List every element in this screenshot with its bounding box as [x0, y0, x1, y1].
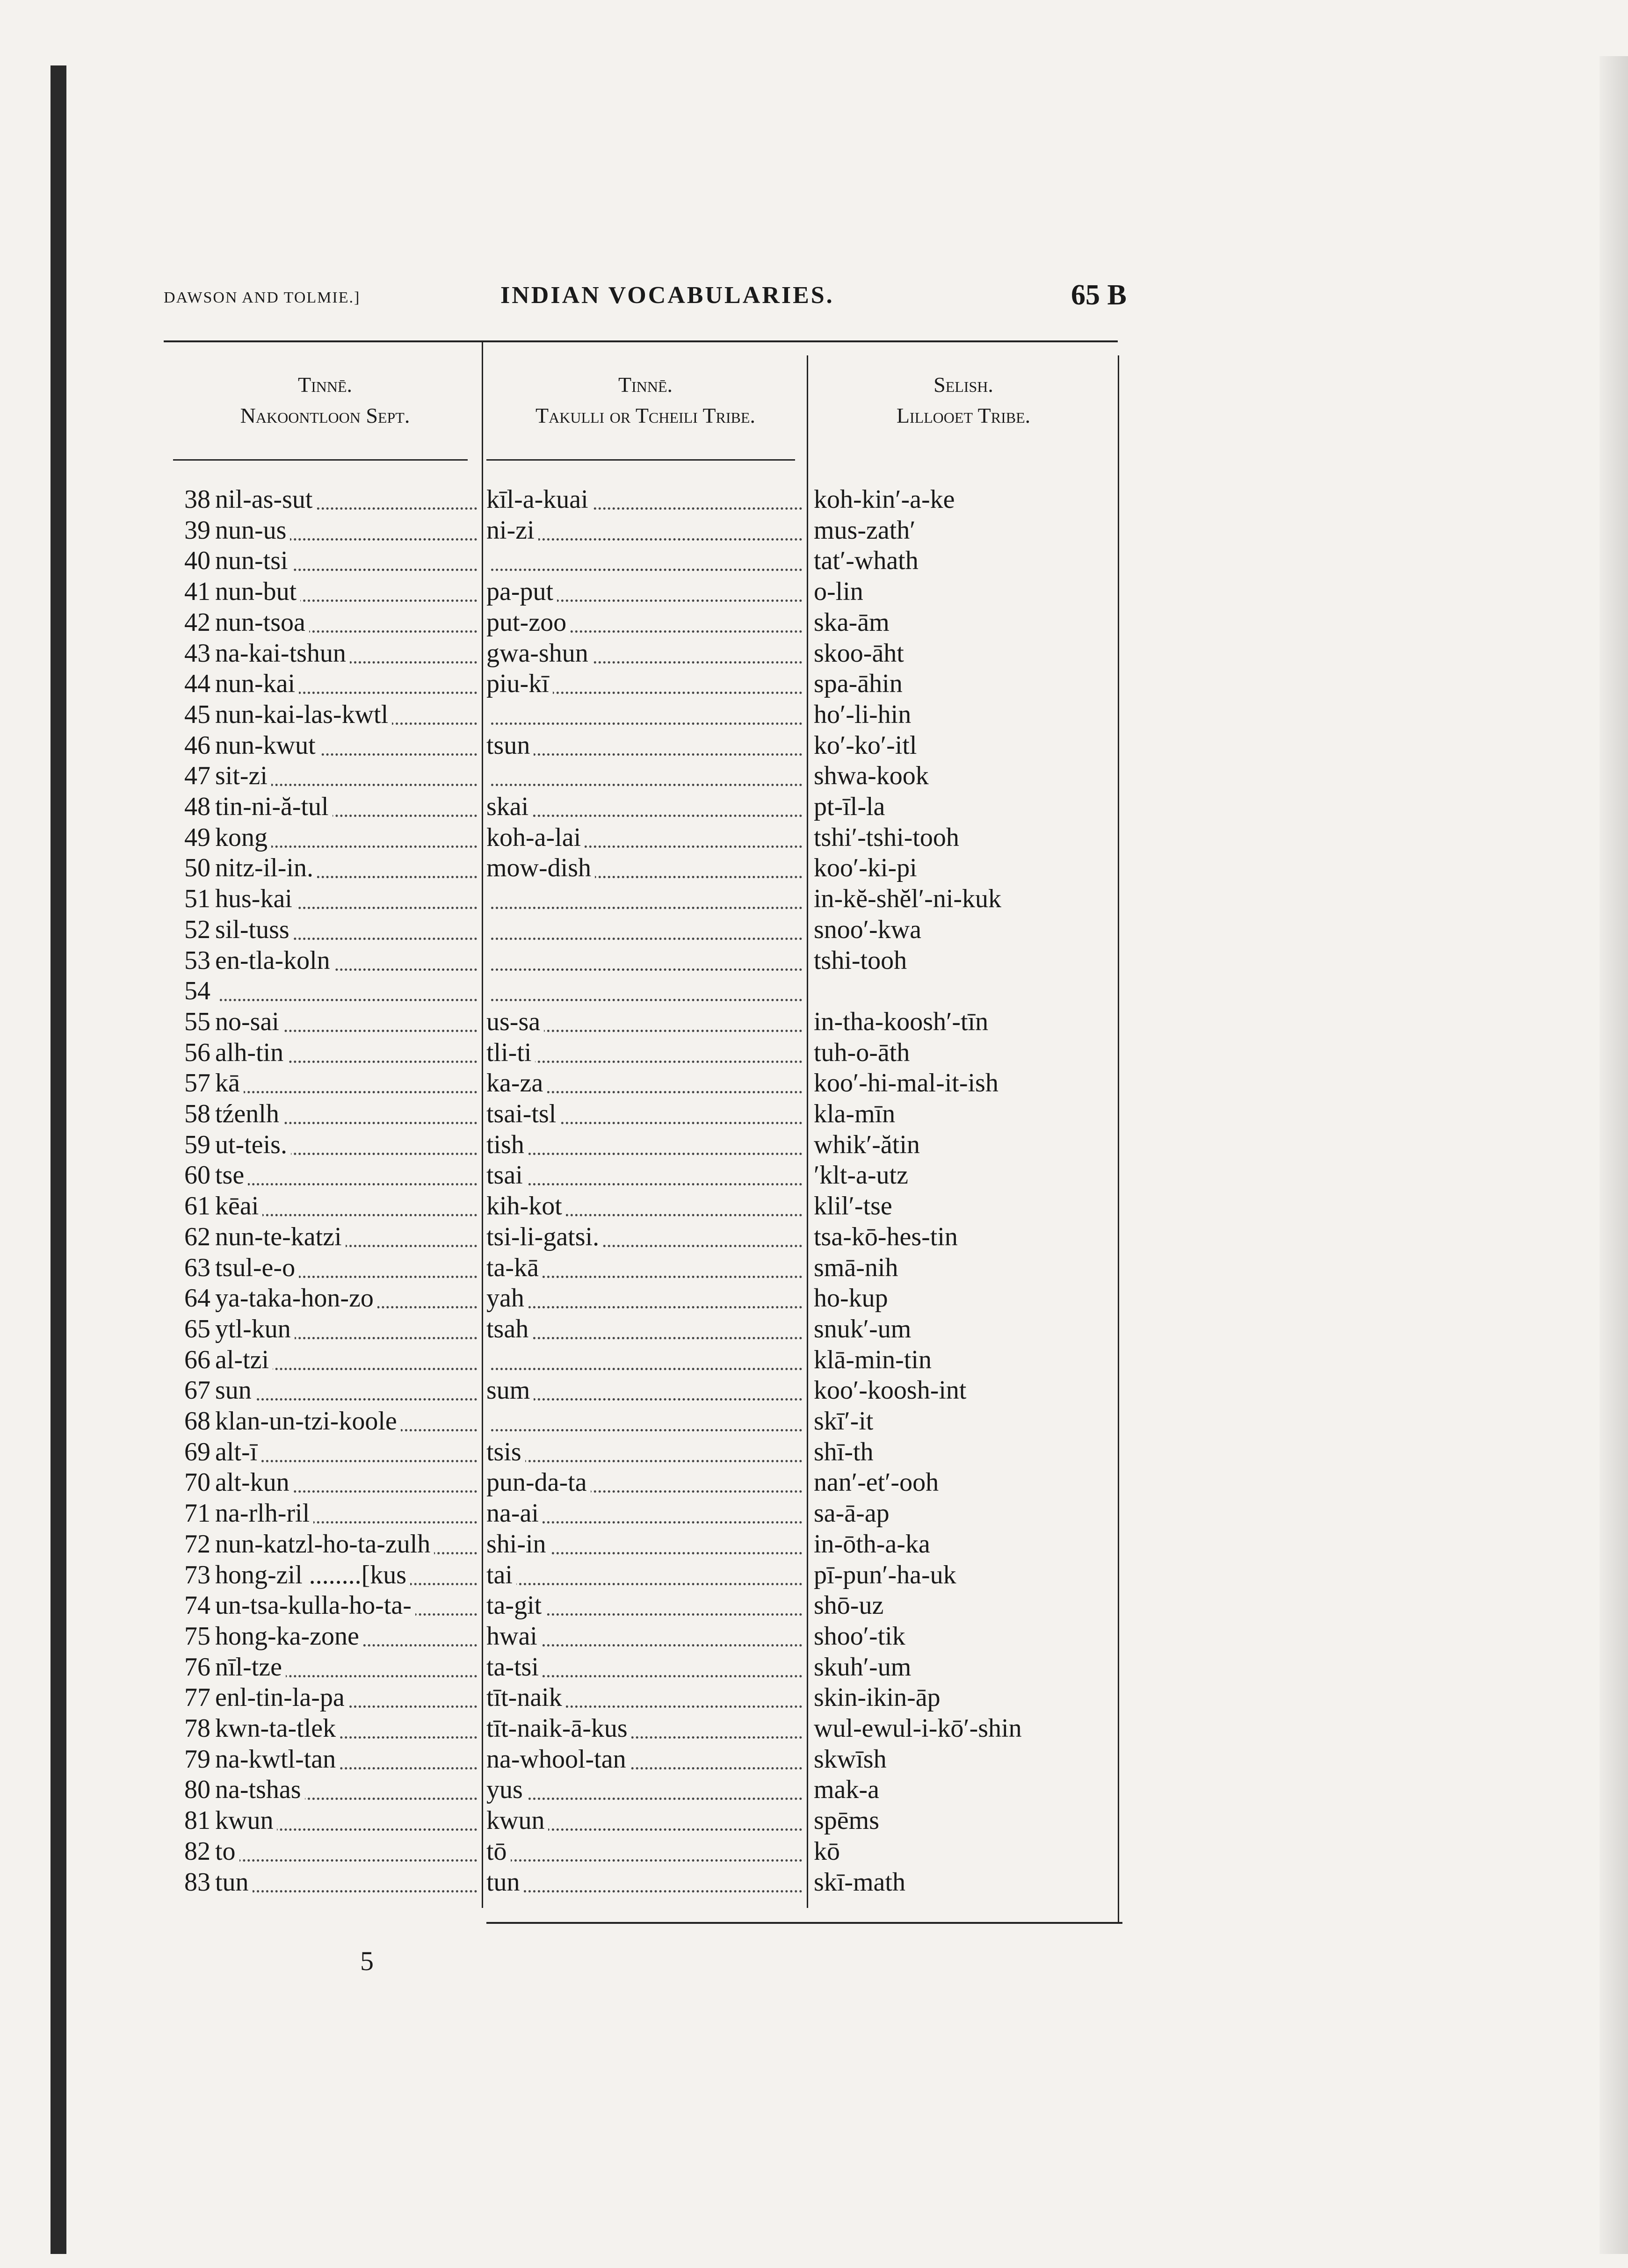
takulli-word — [486, 1375, 804, 1406]
table-row — [164, 1744, 1127, 1775]
running-head-title: INDIAN VOCABULARIES. — [500, 282, 834, 309]
table-row — [164, 1713, 1127, 1744]
takulli-word-text: tsi-li-gatsi. — [486, 1222, 603, 1251]
takulli-word — [486, 975, 804, 1006]
running-head — [164, 279, 1136, 316]
takulli-word-text: tsun — [486, 731, 534, 760]
takulli-word — [486, 1129, 804, 1160]
table-row — [164, 852, 1127, 883]
takulli-word — [486, 1682, 804, 1713]
lillooet-word: wul-ewul-i-kō′-shin — [814, 1714, 1022, 1743]
table-row — [164, 945, 1127, 976]
lillooet-word: o-lin — [814, 577, 863, 607]
takulli-word-text: ta-git — [486, 1591, 545, 1620]
row-number: 53 — [184, 946, 210, 975]
nakoontloon-word-text: alt-kun — [215, 1468, 293, 1497]
row-number: 40 — [184, 546, 210, 576]
takulli-word-text: pun-da-ta — [486, 1468, 591, 1497]
takulli-word-text — [486, 700, 490, 729]
lillooet-word: ko′-ko′-itl — [814, 730, 917, 760]
nakoontloon-word-text: nun-kai — [215, 669, 299, 698]
takulli-word — [486, 1314, 804, 1344]
takulli-word-text: hwai — [486, 1622, 541, 1651]
row-number: 50 — [184, 853, 210, 883]
row-number: 83 — [184, 1867, 210, 1897]
row-number: 71 — [184, 1499, 210, 1528]
takulli-word-text: na-whool-tan — [486, 1745, 630, 1774]
row-number: 76 — [184, 1652, 210, 1682]
column-header-line2: Nakoontloon Sept. — [240, 404, 410, 427]
takulli-word-text: piu-kī — [486, 669, 553, 698]
row-number: 56 — [184, 1038, 210, 1067]
row-number: 79 — [184, 1744, 210, 1774]
lillooet-word: skuh′-um — [814, 1652, 912, 1682]
takulli-word-text: tish — [486, 1130, 528, 1159]
row-number: 46 — [184, 730, 210, 760]
takulli-word — [486, 1006, 804, 1037]
takulli-word-text — [486, 915, 490, 944]
takulli-word — [486, 1252, 804, 1283]
takulli-word-text: ni-zi — [486, 516, 538, 545]
nakoontloon-word-text: tun — [215, 1868, 253, 1897]
row-number: 68 — [184, 1407, 210, 1436]
table-row — [164, 730, 1127, 761]
nakoontloon-word-text: al-tzi — [215, 1345, 273, 1374]
takulli-word-text: na-ai — [486, 1499, 543, 1528]
nakoontloon-word-text: nun-te-katzi — [215, 1222, 346, 1251]
nakoontloon-word-text: hong-zil ........[kus — [215, 1560, 410, 1589]
nakoontloon-word-text: sit-zi — [215, 761, 271, 790]
nakoontloon-word-text: tse — [215, 1161, 248, 1190]
row-number: 81 — [184, 1806, 210, 1835]
table-row — [164, 1129, 1127, 1160]
takulli-word-text: tīt-naik — [486, 1683, 566, 1712]
row-number: 42 — [184, 607, 210, 637]
nakoontloon-word-text: tsul-e-o — [215, 1253, 299, 1282]
row-number: 65 — [184, 1314, 210, 1343]
takulli-word-text: tsis — [486, 1437, 525, 1466]
lillooet-word: nan′-et′-ooh — [814, 1468, 939, 1497]
row-number: 70 — [184, 1468, 210, 1497]
takulli-word — [486, 699, 804, 730]
takulli-word — [486, 1160, 804, 1191]
table-row — [164, 668, 1127, 699]
row-number: 54 — [184, 976, 210, 1006]
column-header-line1: Selish. — [933, 373, 993, 397]
takulli-word-text: tai — [486, 1560, 516, 1589]
lillooet-word: mak-a — [814, 1775, 879, 1805]
takulli-word-text: gwa-shun — [486, 639, 592, 668]
row-number: 66 — [184, 1345, 210, 1374]
nakoontloon-word-text: enl-tin-la-pa — [215, 1683, 348, 1712]
takulli-word — [486, 1774, 804, 1805]
nakoontloon-word-text: kā — [215, 1069, 244, 1098]
row-number: 78 — [184, 1714, 210, 1743]
table-row — [164, 822, 1127, 853]
lillooet-word: shwa-kook — [814, 761, 929, 791]
lillooet-word: in-kĕ-shĕl′-ni-kuk — [814, 884, 1002, 914]
takulli-word — [486, 1805, 804, 1836]
row-number: 55 — [184, 1007, 210, 1036]
takulli-word-text: tīt-naik-ā-kus — [486, 1714, 631, 1743]
takulli-word — [486, 1560, 804, 1590]
lillooet-word: in-ōth-a-ka — [814, 1529, 930, 1559]
takulli-word-text — [486, 946, 490, 975]
lillooet-word: in-tha-koosh′-tīn — [814, 1007, 989, 1036]
takulli-word-text: skai — [486, 792, 532, 821]
table-row — [164, 699, 1127, 730]
nakoontloon-word-text: na-kai-tshun — [215, 639, 350, 668]
takulli-word-text: ta-kā — [486, 1253, 543, 1282]
takulli-word — [486, 1437, 804, 1467]
table-row — [164, 1467, 1127, 1498]
takulli-word-text — [486, 761, 490, 790]
column-header-lillooet — [809, 369, 1118, 431]
nakoontloon-word-text: klan-un-tzi-koole — [215, 1407, 401, 1436]
header-underline-1 — [173, 459, 468, 461]
takulli-word — [486, 515, 804, 546]
lillooet-word: ho-kup — [814, 1284, 888, 1313]
row-number: 67 — [184, 1376, 210, 1405]
nakoontloon-word-text: na-tshas — [215, 1775, 305, 1804]
page-number: 65 B — [1071, 279, 1127, 311]
row-number: 44 — [184, 669, 210, 699]
takulli-word-text: yus — [486, 1775, 527, 1804]
takulli-word-text: kwun — [486, 1806, 548, 1835]
table-row — [164, 975, 1127, 1006]
row-number: 73 — [184, 1560, 210, 1589]
row-number: 48 — [184, 792, 210, 821]
table-row — [164, 1805, 1127, 1836]
row-number: 74 — [184, 1591, 210, 1620]
takulli-word — [486, 1590, 804, 1621]
table-row — [164, 1560, 1127, 1590]
takulli-word-text — [486, 546, 490, 575]
row-number: 61 — [184, 1192, 210, 1221]
row-number: 82 — [184, 1836, 210, 1866]
takulli-word — [486, 1744, 804, 1775]
takulli-word — [486, 945, 804, 976]
takulli-word-text: shi-in — [486, 1530, 550, 1559]
takulli-word — [486, 1529, 804, 1560]
lillooet-word: pī-pun′-ha-uk — [814, 1560, 956, 1589]
nakoontloon-word-text: tin-ni-ă-tul — [215, 792, 333, 821]
table-row — [164, 760, 1127, 791]
table-row — [164, 914, 1127, 945]
row-number: 75 — [184, 1621, 210, 1651]
lillooet-word: shī-th — [814, 1437, 874, 1466]
takulli-word-text: tsai — [486, 1161, 527, 1190]
takulli-word — [486, 791, 804, 822]
table-row — [164, 484, 1127, 515]
lillooet-word: spēms — [814, 1806, 879, 1835]
table-row — [164, 1314, 1127, 1344]
lillooet-word: mus-zath′ — [814, 515, 916, 545]
lillooet-word: ska-ām — [814, 607, 890, 637]
takulli-word-text: pa-put — [486, 577, 557, 606]
takulli-word — [486, 1836, 804, 1867]
nakoontloon-word-text: nil-as-sut — [215, 485, 316, 514]
table-row — [164, 1774, 1127, 1805]
column-header-takulli — [484, 369, 807, 431]
nakoontloon-word-text: na-kwtl-tan — [215, 1745, 340, 1774]
lillooet-word: tat′-whath — [814, 546, 919, 576]
table-row — [164, 1283, 1127, 1314]
table-row — [164, 1068, 1127, 1098]
takulli-word-text: koh-a-lai — [486, 823, 585, 852]
lillooet-word: skoo-āht — [814, 638, 904, 668]
nakoontloon-word-text: kong — [215, 823, 271, 852]
takulli-word-text: put-zoo — [486, 608, 570, 637]
table-row — [164, 576, 1127, 607]
nakoontloon-word-text: hus-kai — [215, 884, 296, 913]
lillooet-word: spa-āhin — [814, 669, 903, 699]
lillooet-word: koo′-ki-pi — [814, 853, 917, 883]
nakoontloon-word-text: to — [215, 1837, 239, 1866]
takulli-word — [486, 1467, 804, 1498]
column-header-line1: Tinnē. — [618, 373, 673, 397]
row-number: 45 — [184, 700, 210, 729]
row-number: 41 — [184, 577, 210, 607]
nakoontloon-word-text — [215, 976, 219, 1005]
table-row — [164, 1867, 1127, 1898]
column-header-line1: Tinnē. — [297, 373, 353, 397]
nakoontloon-word-text: ut-teis. — [215, 1130, 291, 1159]
nakoontloon-word-text: ytl-kun — [215, 1315, 295, 1343]
nakoontloon-word-text: ya-taka-hon-zo — [215, 1284, 377, 1313]
takulli-word — [486, 1068, 804, 1098]
table-row — [164, 1437, 1127, 1467]
table-row — [164, 638, 1127, 669]
nakoontloon-word-text: nun-katzl-ho-ta-zulh — [215, 1530, 434, 1559]
table-row — [164, 1529, 1127, 1560]
lillooet-word: ′klt-a-utz — [814, 1161, 908, 1190]
lillooet-word: shō-uz — [814, 1591, 884, 1620]
row-number: 58 — [184, 1099, 210, 1128]
table-row — [164, 545, 1127, 576]
takulli-word-text: ta-tsi — [486, 1653, 543, 1682]
nakoontloon-word-text: kwun — [215, 1806, 277, 1835]
takulli-word — [486, 822, 804, 853]
row-number: 43 — [184, 638, 210, 668]
takulli-word — [486, 1406, 804, 1437]
nakoontloon-word-text: kēai — [215, 1192, 262, 1221]
table-row — [164, 515, 1127, 546]
table-row — [164, 1221, 1127, 1252]
lillooet-word: skwīsh — [814, 1744, 887, 1774]
takulli-word — [486, 638, 804, 669]
table-row — [164, 1375, 1127, 1406]
takulli-word-text: mow-dish — [486, 853, 595, 882]
takulli-word-text: us-sa — [486, 1007, 544, 1036]
nakoontloon-word-text: hong-ka-zone — [215, 1622, 363, 1651]
takulli-word — [486, 1037, 804, 1068]
takulli-word — [486, 1344, 804, 1375]
row-number: 59 — [184, 1130, 210, 1159]
takulli-word — [486, 914, 804, 945]
table-row — [164, 1652, 1127, 1683]
nakoontloon-word-text: nun-but — [215, 577, 300, 606]
takulli-word-text: ka-za — [486, 1069, 547, 1098]
table-row — [164, 1006, 1127, 1037]
takulli-word-text — [486, 884, 490, 913]
lillooet-word: kō — [814, 1836, 840, 1866]
takulli-word-text: tun — [486, 1868, 524, 1897]
lillooet-word: klil′-tse — [814, 1192, 892, 1221]
table-row — [164, 883, 1127, 914]
table-row — [164, 607, 1127, 638]
table-row — [164, 1682, 1127, 1713]
row-number: 52 — [184, 915, 210, 944]
row-number: 64 — [184, 1284, 210, 1313]
takulli-word — [486, 1621, 804, 1652]
takulli-word-text: kih-kot — [486, 1192, 566, 1221]
nakoontloon-word-text: nun-tsoa — [215, 608, 309, 637]
table-row — [164, 1498, 1127, 1529]
nakoontloon-word-text: nīl-tze — [215, 1653, 286, 1682]
table-row — [164, 1191, 1127, 1221]
takulli-word-text: kīl-a-kuai — [486, 485, 592, 514]
takulli-word — [486, 1191, 804, 1221]
lillooet-word: koo′-koosh-int — [814, 1376, 967, 1405]
column-header-line2: Lillooet Tribe. — [896, 404, 1031, 427]
table-row — [164, 1160, 1127, 1191]
takulli-word — [486, 607, 804, 638]
takulli-word — [486, 668, 804, 699]
takulli-word — [486, 1867, 804, 1898]
lillooet-word: snuk′-um — [814, 1314, 912, 1343]
takulli-word-text: tli-ti — [486, 1038, 535, 1067]
column-header-nakoontloon — [178, 369, 472, 431]
takulli-word — [486, 484, 804, 515]
row-number: 49 — [184, 823, 210, 852]
takulli-word — [486, 545, 804, 576]
takulli-word-text — [486, 1407, 490, 1436]
lillooet-word: smā-nih — [814, 1253, 898, 1282]
row-number: 51 — [184, 884, 210, 914]
table-bottom-rule — [486, 1922, 1122, 1924]
header-top-rule — [164, 340, 1118, 342]
takulli-word — [486, 1283, 804, 1314]
takulli-word-text: tō — [486, 1837, 511, 1866]
table-row — [164, 1590, 1127, 1621]
row-number: 63 — [184, 1253, 210, 1282]
row-number: 47 — [184, 761, 210, 791]
table-row — [164, 1406, 1127, 1437]
nakoontloon-word-text: nun-tsi — [215, 546, 292, 575]
row-number: 77 — [184, 1683, 210, 1712]
page-edge-shadow — [1599, 56, 1628, 2254]
takulli-word-text: yah — [486, 1284, 528, 1313]
takulli-word-text — [486, 976, 490, 1005]
takulli-word-text: tsah — [486, 1315, 532, 1343]
table-row — [164, 1098, 1127, 1129]
lillooet-word: ho′-li-hin — [814, 700, 912, 729]
table-row — [164, 1252, 1127, 1283]
row-number: 57 — [184, 1069, 210, 1098]
header-underline-2 — [486, 459, 795, 461]
book-binding-edge — [51, 65, 66, 2254]
lillooet-word: snoo′-kwa — [814, 915, 921, 944]
nakoontloon-word-text: na-rlh-ril — [215, 1499, 313, 1528]
lillooet-word: shoo′-tik — [814, 1621, 905, 1651]
takulli-word — [486, 1498, 804, 1529]
signature-mark: 5 — [360, 1946, 374, 1976]
lillooet-word: koh-kin′-a-ke — [814, 485, 955, 514]
takulli-word — [486, 1221, 804, 1252]
row-number: 72 — [184, 1529, 210, 1559]
takulli-word-text: tsai-tsl — [486, 1099, 560, 1128]
nakoontloon-word-text: alh-tin — [215, 1038, 287, 1067]
table-row — [164, 1621, 1127, 1652]
nakoontloon-word-text: en-tla-koln — [215, 946, 334, 975]
table-row — [164, 791, 1127, 822]
row-number: 62 — [184, 1222, 210, 1251]
lillooet-word: tshi-tooh — [814, 946, 907, 975]
takulli-word — [486, 576, 804, 607]
running-head-authors: DAWSON AND TOLMIE.] — [164, 289, 361, 306]
lillooet-word: pt-īl-la — [814, 792, 885, 821]
takulli-word — [486, 760, 804, 791]
lillooet-word: koo′-hi-mal-it-ish — [814, 1069, 999, 1098]
lillooet-word: skin-ikin-āp — [814, 1683, 941, 1712]
row-number: 38 — [184, 485, 210, 514]
lillooet-word: klā-min-tin — [814, 1345, 932, 1374]
nakoontloon-word-text: nun-us — [215, 516, 290, 545]
takulli-word — [486, 1652, 804, 1683]
nakoontloon-word-text: sun — [215, 1376, 255, 1405]
lillooet-word: tsa-kō-hes-tin — [814, 1222, 958, 1251]
row-number: 60 — [184, 1161, 210, 1190]
takulli-word — [486, 1098, 804, 1129]
nakoontloon-word-text: un-tsa-kulla-ho-ta- — [215, 1591, 415, 1620]
lillooet-word: tuh-o-āth — [814, 1038, 910, 1067]
nakoontloon-word-text: nun-kwut — [215, 731, 319, 760]
table-row — [164, 1037, 1127, 1068]
row-number: 80 — [184, 1775, 210, 1805]
lillooet-word: whik′-ătin — [814, 1130, 920, 1159]
lillooet-word: skī-math — [814, 1867, 905, 1897]
takulli-word — [486, 852, 804, 883]
nakoontloon-word-text: no-sai — [215, 1007, 283, 1036]
takulli-word-text — [486, 1345, 490, 1374]
lillooet-word: sa-ā-ap — [814, 1499, 890, 1528]
table-row — [164, 1344, 1127, 1375]
nakoontloon-word-text: nitz-il-in. — [215, 853, 317, 882]
row-number: 39 — [184, 515, 210, 545]
table-row — [164, 1836, 1127, 1867]
takulli-word — [486, 883, 804, 914]
lillooet-word: kla-mīn — [814, 1099, 896, 1128]
lillooet-word: tshi′-tshi-tooh — [814, 823, 959, 852]
nakoontloon-word-text: alt-ī — [215, 1437, 261, 1466]
nakoontloon-word-text: kwn-ta-tlek — [215, 1714, 340, 1743]
takulli-word — [486, 730, 804, 761]
lillooet-word: skī′-it — [814, 1407, 874, 1436]
takulli-word-text: sum — [486, 1376, 534, 1405]
nakoontloon-word-text: sil-tuss — [215, 915, 293, 944]
nakoontloon-word-text: nun-kai-las-kwtl — [215, 700, 392, 729]
column-header-line2: Takulli or Tcheili Tribe. — [535, 404, 755, 427]
nakoontloon-word-text: tźenlh — [215, 1099, 283, 1128]
takulli-word — [486, 1713, 804, 1744]
row-number: 69 — [184, 1437, 210, 1466]
